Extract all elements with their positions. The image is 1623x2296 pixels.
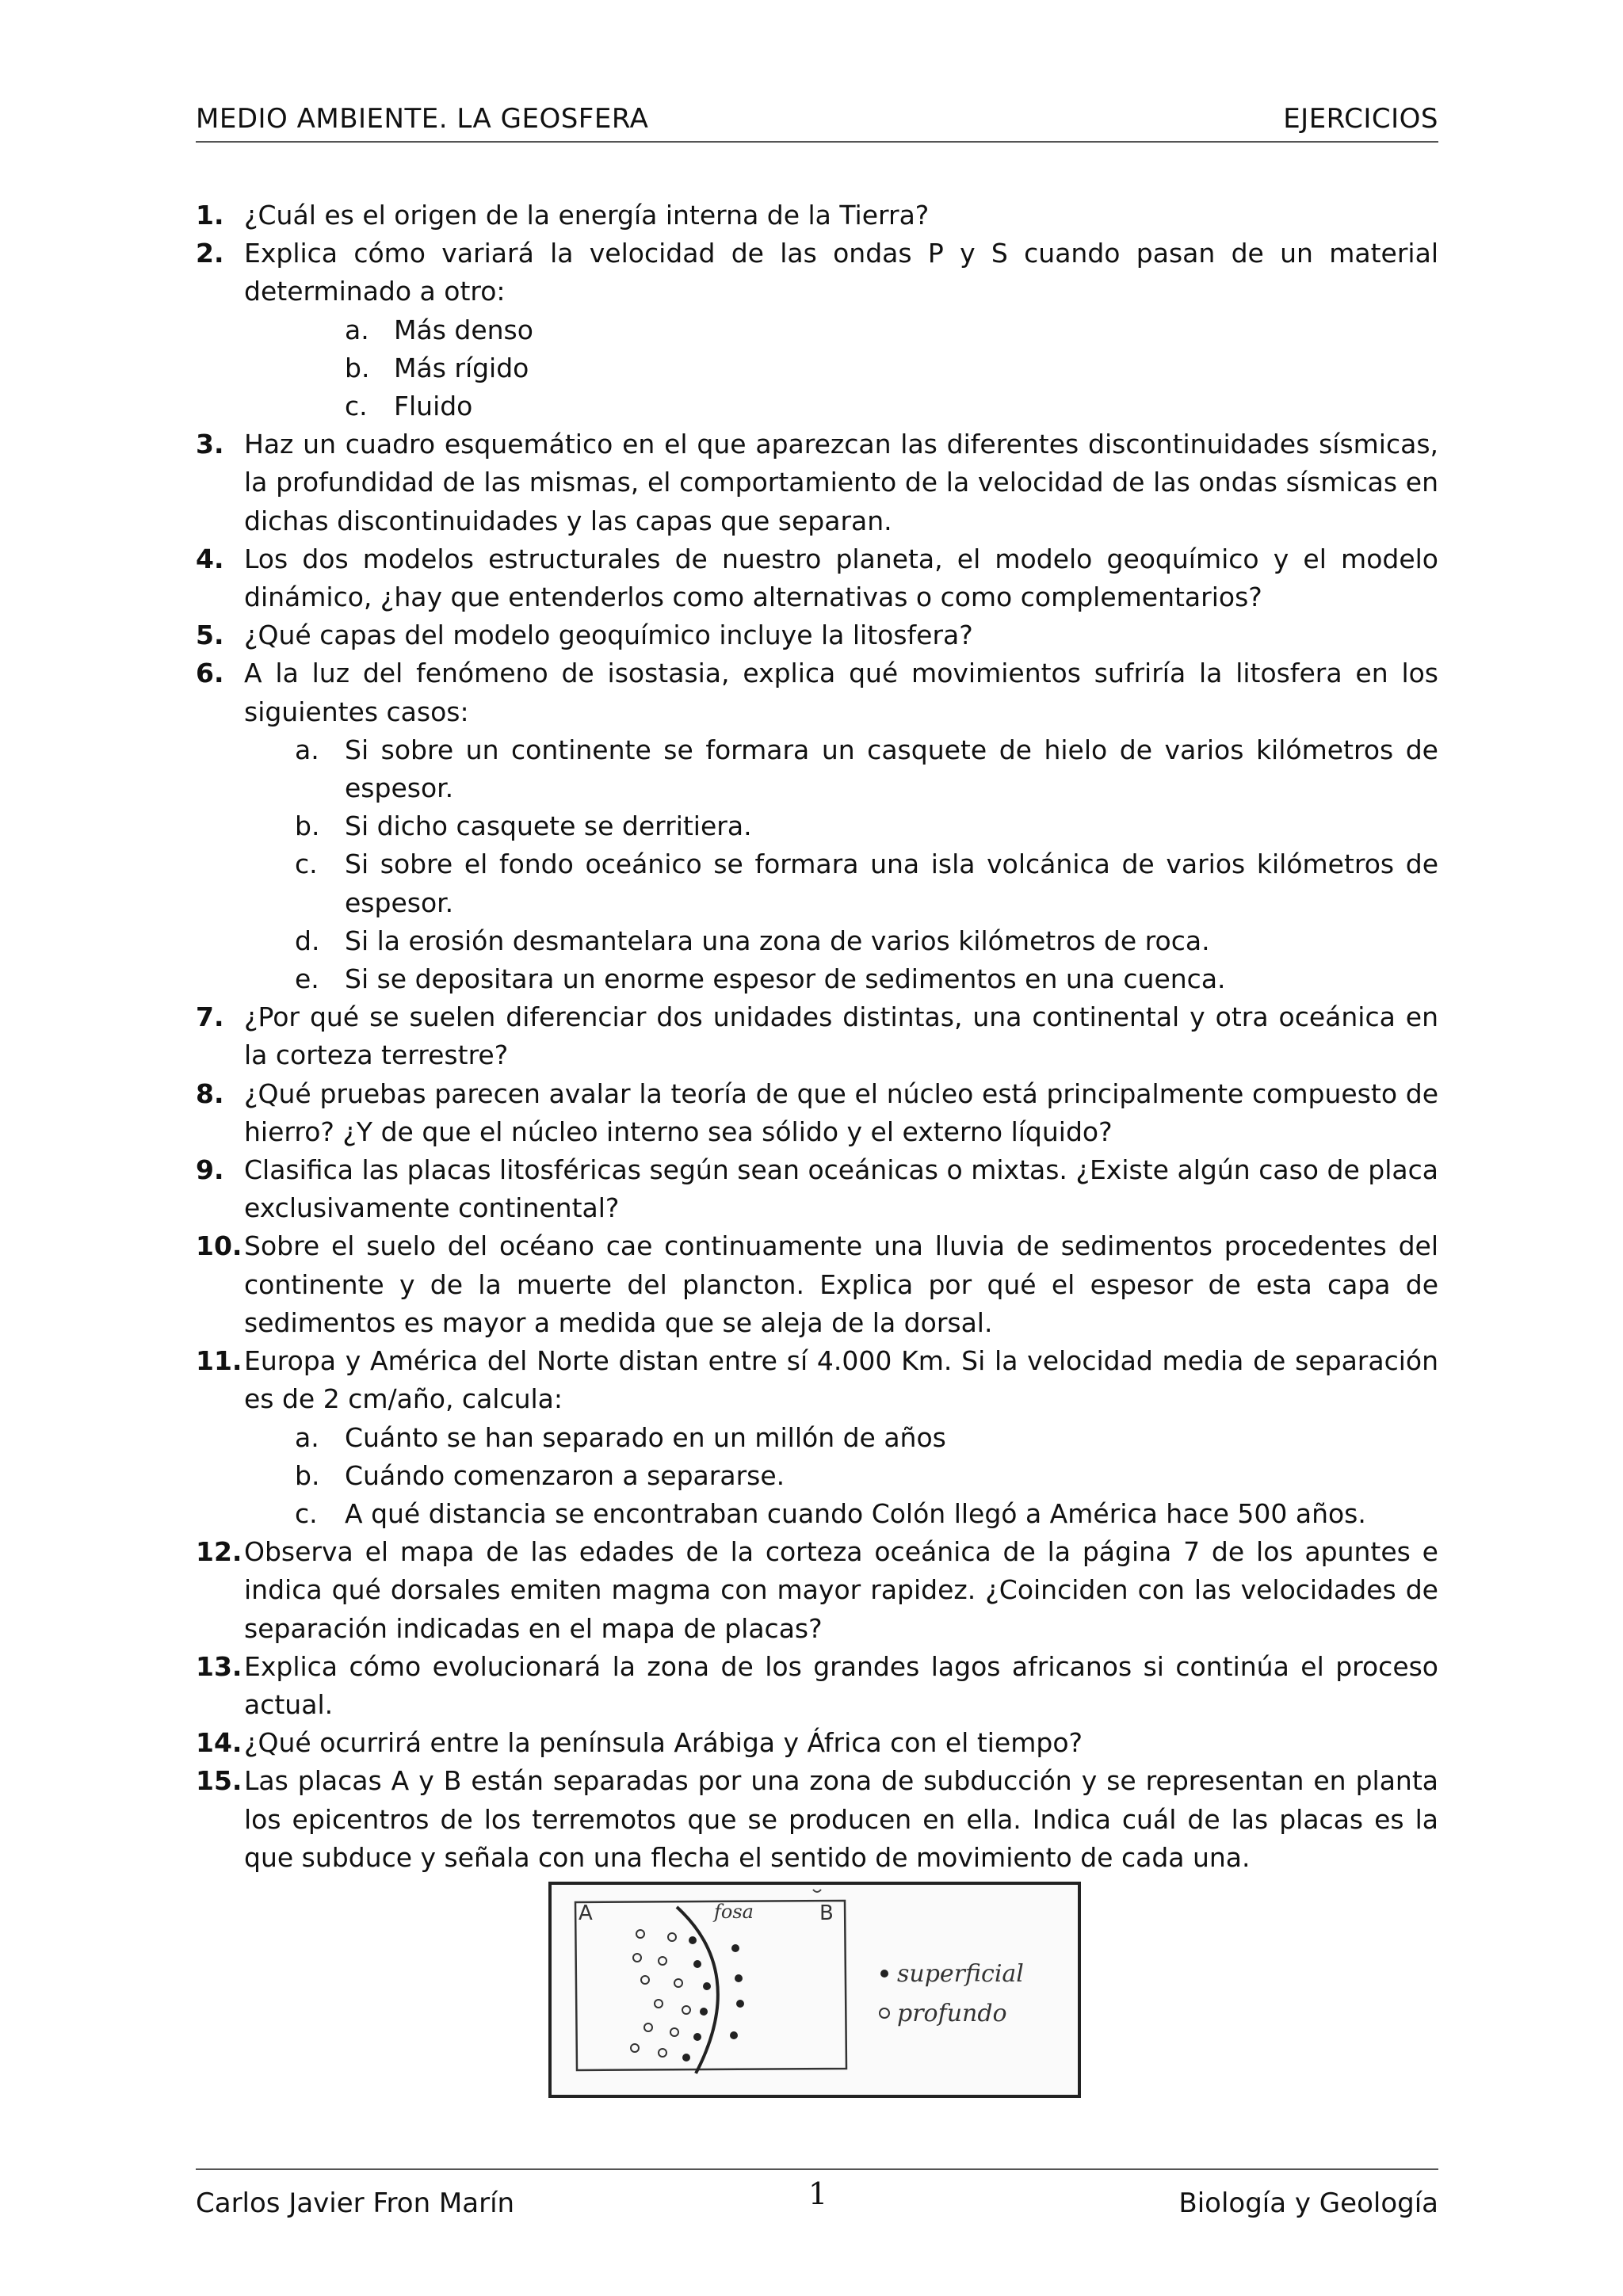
exercise-text: Los dos modelos estructurales de nuestro planeta, el modelo geoquímico y el modelo dinámico, ¿hay que entenderlos como alternativas o como complementarios? bbox=[244, 543, 1438, 613]
page-footer bbox=[196, 2168, 1438, 2218]
subduction-sketch bbox=[548, 1882, 1081, 2098]
exercise-number: 9. bbox=[196, 1154, 224, 1186]
option-text: Más denso bbox=[394, 314, 533, 345]
option-letter: e. bbox=[295, 963, 319, 995]
exercise-11-option-a bbox=[196, 1419, 1438, 1457]
exercise-text: Europa y América del Norte distan entre sí 4.000 Km. Si la velocidad media de separación es de 2 cm/año, calcula: bbox=[244, 1345, 1438, 1415]
option-text: Si la erosión desmantelara una zona de varios kilómetros de roca. bbox=[345, 925, 1210, 956]
exercise-text: ¿Qué pruebas parecen avalar la teoría de que el núcleo está principalmente compuesto de hierro? ¿Y de que el núcleo interno sea sólido y el externo líquido? bbox=[244, 1077, 1438, 1147]
option-text: Si dicho casquete se derritiera. bbox=[345, 810, 752, 842]
exercise-3 bbox=[196, 425, 1438, 540]
exercise-text: Sobre el suelo del océano cae continuamente una lluvia de sedimentos procedentes del continente y de la muerte del plancton. Explica por qué el espesor de esta capa de sedimentos es mayor a medida que se aleja de la dorsal. bbox=[244, 1230, 1438, 1338]
exercise-text: ¿Qué ocurrirá entre la península Arábiga y África con el tiempo? bbox=[244, 1727, 1083, 1759]
exercise-7 bbox=[196, 998, 1438, 1074]
exercise-number: 13. bbox=[196, 1650, 242, 1682]
option-letter: b. bbox=[295, 810, 320, 842]
exercise-text: ¿Qué capas del modelo geoquímico incluye la litosfera? bbox=[244, 620, 973, 651]
trench-line bbox=[677, 1907, 718, 2073]
trench-label: fosa bbox=[714, 1901, 754, 1923]
exercise-text: A la luz del fenómeno de isostasia, explica qué movimientos sufriría la litosfera en los siguientes casos: bbox=[244, 658, 1438, 727]
plates-frame bbox=[575, 1901, 846, 2070]
exercise-2-option-b bbox=[196, 349, 1438, 387]
exercise-number: 11. bbox=[196, 1345, 242, 1377]
accent-mark bbox=[813, 1890, 821, 1892]
exercise-11 bbox=[196, 1342, 1438, 1418]
exercise-text: Las placas A y B están separadas por una zona de subducción y se representan en planta los epicentros de los terremotos que se producen en ella. Indica cuál de las placas es la que subduce y señala con una flecha el sentido de movimiento de cada una. bbox=[244, 1765, 1438, 1873]
footer-author: Carlos Javier Fron Marín bbox=[196, 2187, 515, 2219]
option-text: Cuánto se han separado en un millón de años bbox=[345, 1421, 946, 1453]
exercise-number: 6. bbox=[196, 658, 224, 689]
exercise-14 bbox=[196, 1724, 1438, 1762]
exercise-number: 8. bbox=[196, 1077, 224, 1109]
option-letter: a. bbox=[295, 734, 319, 765]
superficial-legend-dot bbox=[880, 1970, 888, 1978]
exercise-11-option-b bbox=[196, 1457, 1438, 1495]
exercise-number: 5. bbox=[196, 620, 224, 651]
exercise-text: Explica cómo evolucionará la zona de los grandes lagos africanos si continúa el proceso actual. bbox=[244, 1650, 1438, 1720]
option-letter: a. bbox=[345, 314, 369, 345]
exercise-number: 2. bbox=[196, 238, 224, 269]
exercise-text: ¿Cuál es el origen de la energía interna de la Tierra? bbox=[244, 200, 930, 231]
exercise-6-option-d bbox=[196, 922, 1438, 960]
page-header bbox=[196, 101, 1438, 143]
plate-b-label: B bbox=[819, 1901, 834, 1925]
page-number: 1 bbox=[808, 2176, 828, 2211]
exercise-2-option-a bbox=[196, 311, 1438, 349]
exercise-text: Haz un cuadro esquemático en el que aparezcan las diferentes discontinuidades sísmicas, la profundidad de las mismas, el comportamiento de la velocidad de las ondas sísmicas en dichas discontinuidades y las capas que separan. bbox=[244, 429, 1438, 536]
exercise-number: 1. bbox=[196, 200, 224, 231]
option-letter: c. bbox=[295, 1497, 318, 1529]
exercise-10 bbox=[196, 1227, 1438, 1342]
exercise-number: 12. bbox=[196, 1536, 242, 1568]
plate-a-label: A bbox=[579, 1901, 593, 1925]
exercise-2-option-c bbox=[196, 387, 1438, 425]
option-letter: d. bbox=[295, 925, 320, 956]
exercise-6-option-a bbox=[196, 731, 1438, 807]
exercise-15 bbox=[196, 1762, 1438, 1877]
header-section: EJERCICIOS bbox=[1283, 103, 1438, 135]
exercise-1 bbox=[196, 196, 1438, 235]
deep-legend-dot bbox=[880, 2008, 889, 2018]
exercise-6-option-e bbox=[196, 960, 1438, 998]
option-letter: a. bbox=[295, 1421, 319, 1453]
exercise-8 bbox=[196, 1075, 1438, 1151]
exercise-number: 10. bbox=[196, 1230, 242, 1262]
exercise-12 bbox=[196, 1533, 1438, 1648]
exercise-5 bbox=[196, 616, 1438, 654]
superficial-epicentres bbox=[682, 1936, 744, 2061]
option-text: Fluido bbox=[394, 391, 473, 422]
option-letter: c. bbox=[345, 391, 368, 422]
exercise-6-option-c bbox=[196, 845, 1438, 921]
option-text: Más rígido bbox=[394, 352, 529, 383]
footer-subject: Biología y Geología bbox=[1178, 2187, 1438, 2219]
exercise-2 bbox=[196, 235, 1438, 311]
exercise-number: 3. bbox=[196, 429, 224, 460]
option-text: Cuándo comenzaron a separarse. bbox=[345, 1459, 785, 1491]
option-letter: b. bbox=[345, 352, 370, 383]
exercise-4 bbox=[196, 540, 1438, 616]
exercise-number: 14. bbox=[196, 1727, 242, 1759]
exercise-13 bbox=[196, 1648, 1438, 1724]
header-title: MEDIO AMBIENTE. LA GEOSFERA bbox=[196, 103, 649, 135]
exercise-11-option-c bbox=[196, 1495, 1438, 1533]
subduction-sketch-drawing bbox=[552, 1885, 1078, 2095]
exercise-text: Observa el mapa de las edades de la corteza oceánica de la página 7 de los apuntes e indica qué dorsales emiten magma con mayor rapidez. ¿Coinciden con las velocidades de separación indicadas en el mapa de placas? bbox=[244, 1536, 1438, 1644]
exercise-9 bbox=[196, 1151, 1438, 1227]
exercise-number: 7. bbox=[196, 1001, 224, 1033]
exercise-text: ¿Por qué se suelen diferenciar dos unidades distintas, una continental y otra oceánica en la corteza terrestre? bbox=[244, 1001, 1438, 1071]
exercise-list bbox=[196, 196, 1438, 1877]
legend-profundo: profundo bbox=[897, 2000, 1007, 2027]
exercise-number: 4. bbox=[196, 543, 224, 574]
option-letter: b. bbox=[295, 1459, 320, 1491]
option-text: A qué distancia se encontraban cuando Colón llegó a América hace 500 años. bbox=[345, 1497, 1366, 1529]
option-letter: c. bbox=[295, 849, 318, 880]
exercise-6 bbox=[196, 654, 1438, 730]
legend-superficial: superficial bbox=[897, 1960, 1024, 1988]
exercise-number: 15. bbox=[196, 1765, 242, 1797]
option-text: Si sobre un continente se formara un casquete de hielo de varios kilómetros de espesor. bbox=[345, 734, 1438, 804]
exercise-6-option-b bbox=[196, 807, 1438, 845]
exercise-text: Explica cómo variará la velocidad de las ondas P y S cuando pasan de un material determinado a otro: bbox=[244, 238, 1438, 307]
option-text: Si sobre el fondo oceánico se formara una isla volcánica de varios kilómetros de espesor. bbox=[345, 849, 1438, 918]
exercise-text: Clasifica las placas litosféricas según sean oceánicas o mixtas. ¿Existe algún caso de placa exclusivamente continental? bbox=[244, 1154, 1438, 1224]
deep-epicentres bbox=[631, 1930, 690, 2057]
option-text: Si se depositara un enorme espesor de sedimentos en una cuenca. bbox=[345, 963, 1226, 995]
